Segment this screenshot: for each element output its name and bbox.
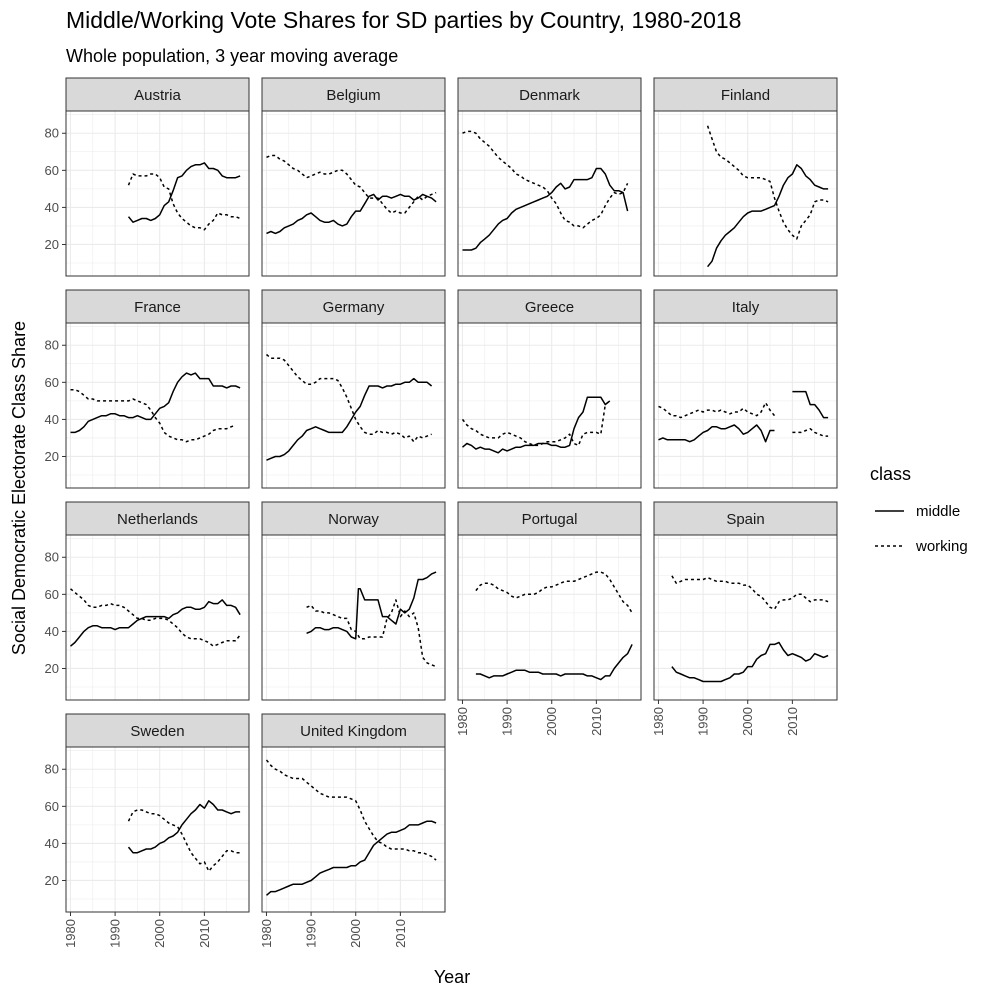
y-tick-label: 40 bbox=[44, 411, 59, 427]
plot-bg-germany bbox=[262, 323, 445, 488]
x-tick-label: 1990 bbox=[303, 919, 319, 948]
strip-label-germany: Germany bbox=[322, 299, 385, 316]
strip-label-united-kingdom: United Kingdom bbox=[300, 723, 407, 740]
y-tick-label: 80 bbox=[44, 125, 59, 141]
strip-label-finland: Finland bbox=[720, 87, 771, 104]
chart-subtitle: Whole population, 3 year moving average bbox=[66, 46, 399, 66]
panel-austria bbox=[45, 78, 249, 276]
y-tick-label: 60 bbox=[44, 162, 59, 178]
x-tick-label: 2010 bbox=[588, 707, 604, 736]
x-tick-label: 2000 bbox=[740, 707, 756, 736]
strip-label-greece: Greece bbox=[524, 299, 575, 316]
panel-germany bbox=[262, 290, 445, 488]
x-tick-label: 1980 bbox=[455, 707, 470, 736]
strip-label-austria: Austria bbox=[134, 87, 181, 104]
y-tick-label: 20 bbox=[44, 872, 59, 888]
plot-bg-finland bbox=[654, 111, 837, 276]
x-tick-label: 2010 bbox=[784, 707, 800, 736]
y-tick-label: 20 bbox=[44, 448, 59, 464]
strip-label-denmark: Denmark bbox=[519, 87, 580, 104]
plot-bg-italy bbox=[654, 323, 837, 488]
y-tick-label: 60 bbox=[44, 798, 59, 814]
y-tick-label: 60 bbox=[44, 586, 59, 602]
y-tick-label: 40 bbox=[44, 835, 59, 851]
x-tick-label: 1990 bbox=[107, 919, 123, 948]
strip-label-france: France bbox=[134, 299, 181, 316]
strip-label-norway: Norway bbox=[328, 511, 379, 528]
plot-bg-spain bbox=[654, 535, 837, 700]
plot-bg-portugal bbox=[458, 535, 641, 700]
strip-label-portugal: Portugal bbox=[521, 511, 578, 528]
x-tick-label: 2000 bbox=[544, 707, 560, 736]
y-tick-label: 80 bbox=[44, 549, 59, 565]
panel-belgium bbox=[262, 78, 445, 276]
panel-norway bbox=[262, 502, 445, 700]
strip-label-sweden: Sweden bbox=[130, 723, 185, 740]
strip-label-belgium: Belgium bbox=[326, 87, 381, 104]
y-tick-label: 40 bbox=[44, 623, 59, 639]
legend-label-middle: middle bbox=[916, 503, 961, 520]
plot-bg-greece bbox=[458, 323, 641, 488]
plot-bg-france bbox=[66, 323, 249, 488]
plot-bg-norway bbox=[262, 535, 445, 700]
strip-label-netherlands: Netherlands bbox=[117, 511, 198, 528]
plot-bg-austria bbox=[66, 111, 249, 276]
panel-finland bbox=[654, 78, 837, 276]
x-tick-label: 1980 bbox=[651, 707, 666, 736]
x-tick-label: 1980 bbox=[259, 919, 274, 948]
x-tick-label: 1980 bbox=[63, 919, 78, 948]
strip-label-spain: Spain bbox=[726, 511, 765, 528]
plot-bg-belgium bbox=[262, 111, 445, 276]
x-tick-label: 1990 bbox=[695, 707, 711, 736]
plot-bg-sweden bbox=[66, 747, 249, 912]
plot-bg-united-kingdom bbox=[262, 747, 445, 912]
legend-label-working: working bbox=[916, 538, 968, 555]
panel-denmark bbox=[458, 78, 641, 276]
panel-france bbox=[45, 290, 249, 488]
x-tick-label: 2010 bbox=[392, 919, 408, 948]
y-axis-title: Social Democratic Electorate Class Share bbox=[9, 320, 29, 656]
panel-netherlands bbox=[45, 502, 249, 700]
y-tick-label: 20 bbox=[44, 660, 59, 676]
strip-label-italy: Italy bbox=[731, 299, 760, 316]
chart-title: Middle/Working Vote Shares for SD parties by Country, 1980-2018 bbox=[66, 7, 742, 33]
plot-bg-netherlands bbox=[66, 535, 249, 700]
y-tick-label: 20 bbox=[44, 236, 59, 252]
x-tick-label: 2000 bbox=[348, 919, 364, 948]
x-tick-label: 2000 bbox=[152, 919, 168, 948]
y-tick-label: 60 bbox=[44, 374, 59, 390]
x-tick-label: 2010 bbox=[196, 919, 212, 948]
panel-greece bbox=[458, 290, 641, 488]
y-tick-label: 40 bbox=[44, 199, 59, 215]
y-tick-label: 80 bbox=[44, 337, 59, 353]
x-tick-label: 1990 bbox=[499, 707, 515, 736]
panel-italy bbox=[654, 290, 837, 488]
legend-title: class bbox=[870, 464, 912, 484]
y-tick-label: 80 bbox=[44, 761, 59, 777]
x-axis-title: Year bbox=[433, 967, 471, 987]
